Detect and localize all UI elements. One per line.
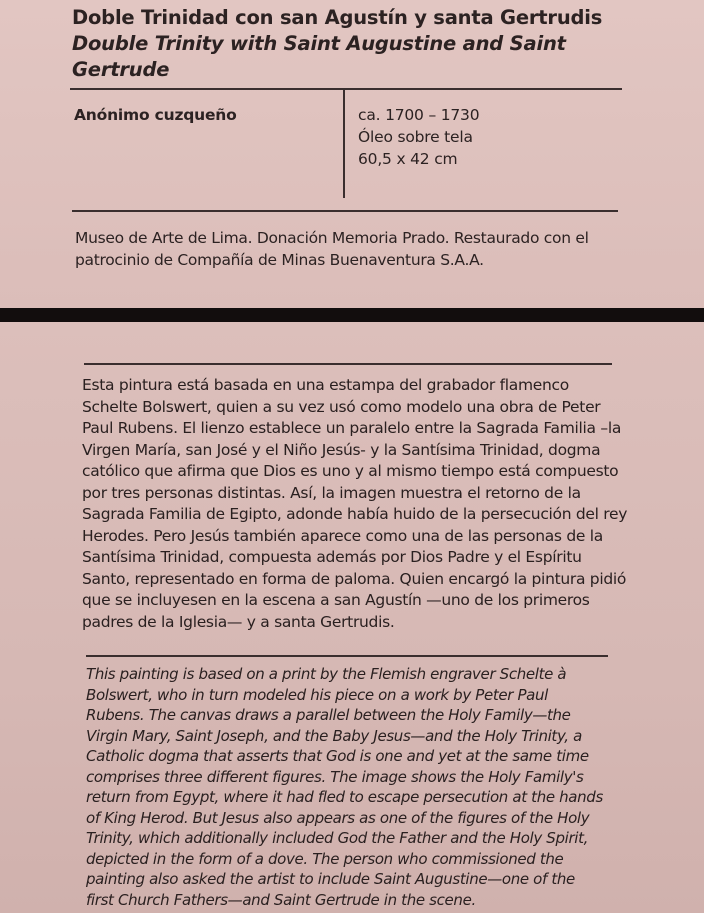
text-line: Trinity, which additionally included God the Father and the Holy Spirit, (86, 829, 589, 847)
artwork-date: ca. 1700 – 1730 (358, 106, 480, 124)
artist-name: Anónimo cuzqueño (74, 106, 237, 124)
text-line: Herodes. Pero Jesús también aparece como una de las personas de la (82, 526, 603, 545)
text-line: first Church Fathers—and Saint Gertrude in the scene. (86, 890, 476, 909)
museum-label-top-panel (0, 0, 704, 308)
divider-line (84, 363, 612, 365)
text-line: que se incluyesen en la escena a san Agustín —uno de los primeros (82, 591, 590, 609)
text-line: Esta pintura está basada en una estampa del grabador flamenco (82, 376, 569, 394)
credit-line-text: Museo de Arte de Lima. Donación Memoria Prado. Restaurado con el (75, 229, 589, 247)
artwork-medium: Óleo sobre tela (358, 128, 473, 146)
description-spanish (82, 375, 627, 633)
text-line: depicted in the form of a dove. The person who commissioned the (86, 849, 564, 868)
text-line: Paul Rubens. El lienzo establece un paralelo entre la Sagrada Familia –la (82, 419, 622, 437)
artwork-details (358, 104, 479, 170)
title-english: Double Trinity with Saint Augustine and Saint Gertrude (72, 32, 566, 81)
divider-line (72, 210, 618, 212)
panel-gap (0, 308, 704, 322)
divider-line (70, 88, 622, 90)
title-spanish: Doble Trinidad con san Agustín y santa Gertrudis (72, 6, 603, 29)
text-line: comprises three different figures. The image shows the Holy Family's (86, 767, 584, 786)
text-line: Rubens. The canvas draws a parallel between the Holy Family—the (86, 706, 571, 724)
text-line: padres de la Iglesia— y a santa Gertrudis. (82, 612, 395, 631)
vertical-divider (343, 90, 345, 198)
artwork-dimensions: 60,5 x 42 cm (358, 150, 458, 168)
text-line: painting also asked the artist to include Saint Augustine—one of the (86, 870, 575, 888)
text-line: of King Herod. But Jesus also appears as one of the figures of the Holy (86, 808, 590, 827)
text-line: católico que afirma que Dios es uno y al mismo tiempo está compuesto (82, 462, 619, 480)
text-line: Virgen María, san José y el Niño Jesús- y la Santísima Trinidad, dogma (82, 440, 601, 459)
divider-line (86, 655, 608, 657)
credit-line-text: patrocinio de Compañía de Minas Buenaventura S.A.A. (75, 251, 484, 269)
text-line: Virgin Mary, Saint Joseph, and the Baby Jesus—and the Holy Trinity, a (86, 726, 582, 745)
credit-line (75, 227, 635, 271)
text-line: Santísima Trinidad, compuesta además por Dios Padre y el Espíritu (82, 548, 582, 566)
text-line: por tres personas distintas. Así, la imagen muestra el retorno de la (82, 483, 581, 502)
text-line: Santo, representado en forma de paloma. Quien encargó la pintura pidió (82, 569, 627, 588)
text-line: return from Egypt, where it had fled to escape persecution at the hands (86, 788, 603, 806)
text-line: This painting is based on a print by the Flemish engraver Schelte à (86, 665, 567, 683)
text-line: Bolswert, who in turn modeled his piece on a work by Peter Paul (86, 685, 548, 704)
text-line: Schelte Bolswert, quien a su vez usó como modelo una obra de Peter (82, 397, 601, 416)
description-english (86, 664, 603, 910)
text-line: Sagrada Familia de Egipto, adonde había huido de la persecución del rey (82, 505, 628, 523)
text-line: Catholic dogma that asserts that God is one and yet at the same time (86, 747, 589, 765)
